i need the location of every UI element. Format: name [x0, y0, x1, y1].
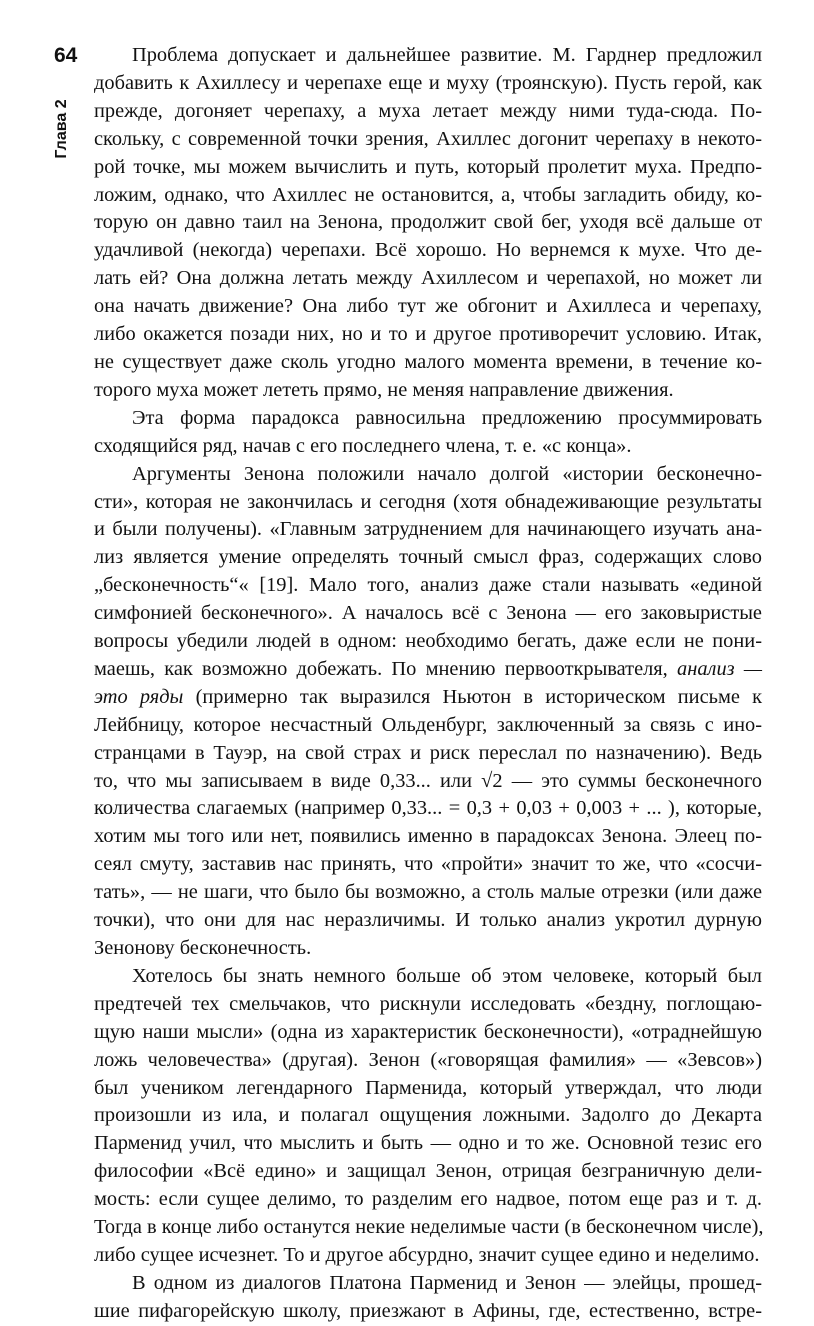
italic-phrase: анализ —	[677, 657, 762, 680]
text-line: добавить к Ахиллесу и черепахе еще и муху (троянскую). Пусть герой, как	[94, 71, 762, 94]
chapter-running-head: Глава 2	[53, 99, 70, 159]
text-line: то, что мы записываем в виде 0,33... или √2 — это суммы бесконечного	[94, 769, 762, 792]
text-line: сеял смуту, заставив нас принять, что «пройти» значит то же, что «сосчи-	[94, 853, 762, 876]
text-line: количества слагаемых (например 0,33... = 0,3 + 0,03 + 0,003 + ... ), которые,	[94, 797, 762, 820]
text-line: удачливой (некогда) черепахи. Всё хорошо. Но вернемся к мухе. Что де-	[94, 239, 762, 262]
text-line: В одном из диалогов Платона Парменид и Зенон — элейцы, прошед-	[132, 1271, 762, 1294]
italic-phrase: это ряды	[94, 685, 184, 708]
text-line: прежде, догоняет черепаху, а муха летает между ними туда-сюда. По-	[94, 99, 762, 122]
text-line: произошли из ила, и полагал ощущения ложными. Задолго до Декарта	[94, 1104, 762, 1127]
text-line: не существует даже сколь угодно малого момента времени, в течение ко-	[94, 350, 762, 373]
page-number: 64	[54, 44, 78, 67]
text-line: щую наши мысли» (одна из характеристик бесконечности), «отраднейшую	[94, 1020, 762, 1043]
text-line: торого муха может лететь прямо, не меняя направление движения.	[94, 378, 674, 401]
text-line: Аргументы Зенона положили начало долгой «истории бесконечно-	[132, 462, 762, 485]
text-line: предтечей тех смельчаков, что рискнули исследовать «бездну, поглощаю-	[94, 992, 762, 1015]
text-line: лать ей? Она должна летать между Ахиллесом и черепахой, но может ли	[94, 267, 762, 290]
text-line: Лейбницу, которое несчастный Ольденбург, заключенный за связь с ино-	[94, 713, 762, 736]
text-line	[94, 684, 762, 712]
text-line	[94, 656, 762, 684]
body-text	[94, 42, 762, 1326]
text-line: Проблема допускает и дальнейшее развитие. М. Гарднер предложил	[132, 44, 762, 66]
text-line: Тогда в конце либо останутся некие неделимые части (в бесконечном числе),	[94, 1216, 764, 1239]
text-line: скольку, с современной точки зрения, Ахиллес догонит черепаху в некото-	[94, 127, 762, 150]
text-line: шие пифагорейскую школу, приезжают в Афины, где, естественно, встре-	[94, 1299, 762, 1322]
text-line: сти», которая не закончилась и сегодня (хотя обнадеживающие результаты	[94, 490, 762, 513]
text-line: рой точке, мы можем вычислить и путь, который пролетит муха. Предпо-	[94, 155, 762, 178]
text-line: ложь человечества» (другая). Зенон («говорящая фамилия» — «Зевсов»)	[94, 1048, 762, 1071]
text-line: хотим мы того или нет, появились именно в парадоксах Зенона. Элеец по-	[94, 825, 762, 848]
text-line: Зенонову бесконечность.	[94, 937, 312, 959]
text-line: странцами в Тауэр, на свой страх и риск переслал по назначению). Ведь	[94, 741, 762, 764]
text-line: был учеником легендарного Парменида, который утверждал, что люди	[94, 1076, 762, 1099]
text-line: и были получены). «Главным затруднением для начинающего изучать ана-	[94, 518, 762, 541]
text-line: сходящийся ряд, начав с его последнего члена, т. е. «с конца».	[94, 434, 632, 457]
line-text: маешь, как возможно добежать. По мнению первооткрывателя,	[94, 657, 668, 680]
text-line: точки), что они для нас неразличимы. И только анализ укротил дурную	[94, 909, 762, 932]
text-line: Хотелось бы знать немного больше об этом человеке, который был	[132, 964, 762, 987]
text-line: либо окажется позади них, но и то и другое противоречит условию. Итак,	[94, 323, 762, 346]
text-line: мость: если сущее делимо, то разделим его надвое, потом еще раз и т. д.	[94, 1188, 762, 1211]
text-line: вопросы убедили людей в одном: необходимо бегать, даже если не пони-	[94, 630, 762, 653]
text-line: она начать движение? Она либо тут же обгонит и Ахиллеса и черепаху,	[94, 295, 762, 318]
text-line: тать», — не шаги, что было бы возможно, а столь малые отрезки (или даже	[94, 881, 762, 904]
text-line: Парменид учил, что мыслить и быть — одно и то же. Основной тезис его	[94, 1132, 762, 1155]
text-line: торую он давно таил на Зенона, продолжит свой бег, уходя всё дальше от	[94, 211, 762, 234]
text-line: „бесконечность“« [19]. Мало того, анализ даже стали называть «единой	[94, 574, 762, 597]
text-line: Эта форма парадокса равносильна предложению просуммировать	[132, 406, 762, 429]
text-line: либо сущее исчезнет. То и другое абсурдно, значит сущее едино и неделимо.	[94, 1243, 760, 1266]
line-text: (примерно так выразился Ньютон в историческом письме к	[195, 685, 762, 708]
text-line: ложим, однако, что Ахиллес не остановится, а, чтобы загладить обиду, ко-	[94, 183, 762, 206]
text-line: лиз является умение определять точный смысл фраз, содержащих слово	[94, 546, 762, 569]
text-line: симфонией бесконечного». А началось всё с Зенона — его заковыристые	[94, 602, 762, 625]
text-line: философии «Всё едино» и защищал Зенон, отрицая безграничную дели-	[94, 1160, 762, 1183]
